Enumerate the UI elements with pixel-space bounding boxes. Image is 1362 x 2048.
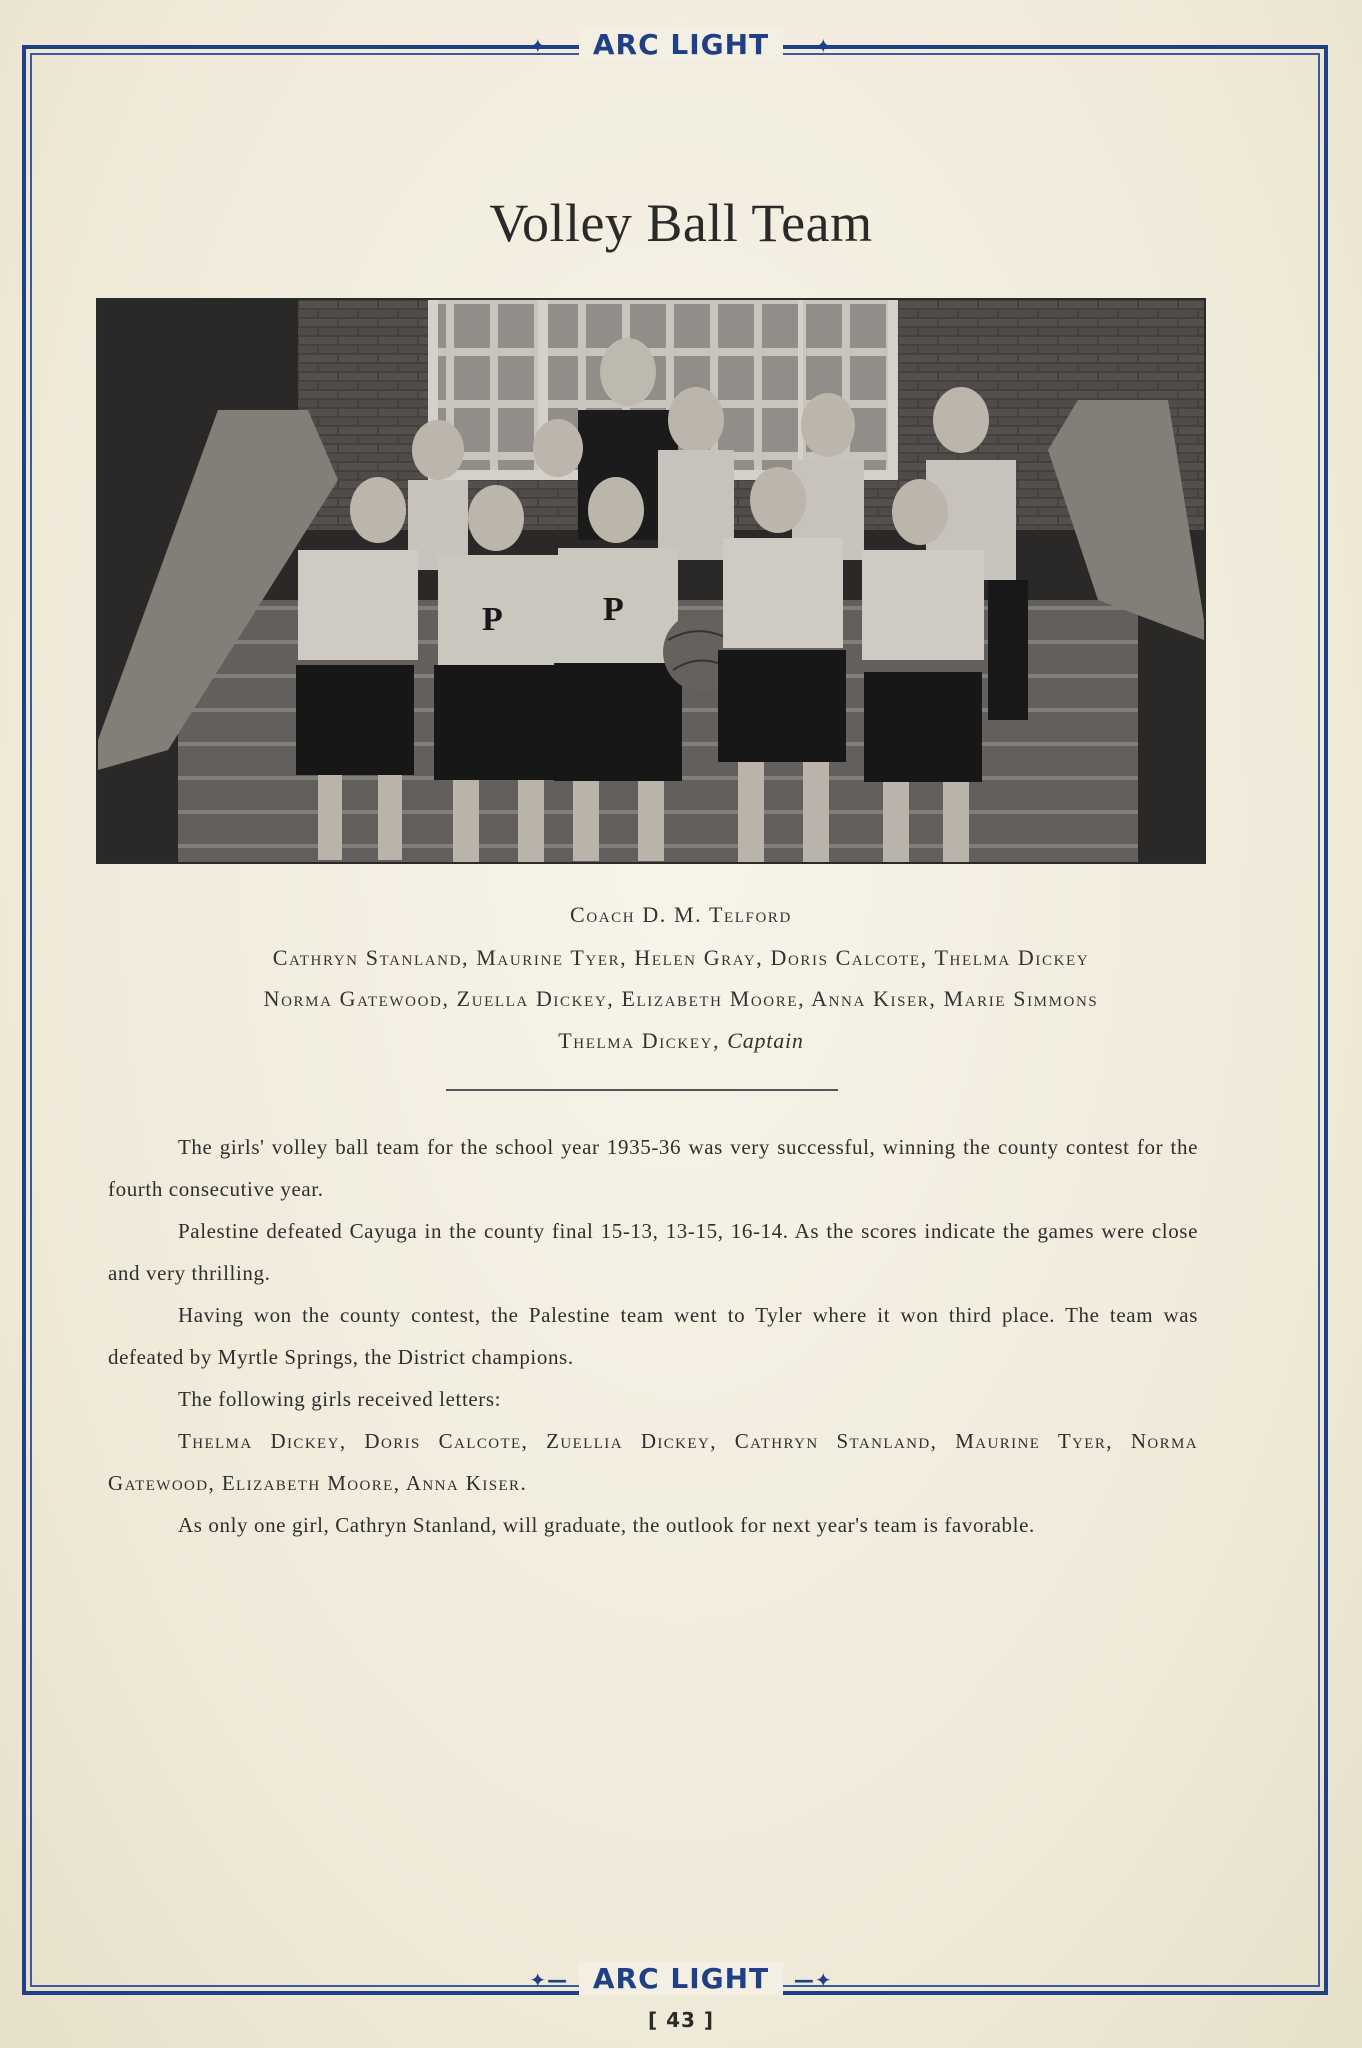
captain-role: Captain — [727, 1028, 804, 1053]
header-banner — [0, 28, 1362, 61]
footer-ornament-right-icon: —✦ — [793, 1968, 833, 1992]
footer-ornament-left-icon: ✦— — [529, 1968, 569, 1992]
paragraph-6: As only one girl, Cathryn Stanland, will graduate, the outlook for next year's team is favorable. — [178, 1513, 1035, 1537]
caption-captain — [0, 1028, 1362, 1054]
section-divider — [446, 1089, 838, 1091]
paragraph-1: The girls' volley ball team for the school year 1935-36 was very successful, winning the county contest for the fourth consecutive year. — [108, 1135, 1198, 1201]
page-title: Volley Ball Team — [489, 193, 873, 253]
team-photo — [96, 298, 1206, 864]
footer-banner — [0, 1962, 1362, 1995]
caption-names-row-1: Cathryn Stanland, Maurine Tyer, Helen Gray, Doris Calcote, Thelma Dickey — [272, 945, 1090, 970]
footer-banner-text: ARC LIGHT — [579, 1962, 783, 1995]
svg-text:P: P — [603, 591, 624, 628]
paragraph-2: Palestine defeated Cayuga in the county final 15-13, 13-15, 16-14. As the scores indicate the games were close and very thrilling. — [108, 1219, 1198, 1285]
captain-name: Thelma Dickey, — [558, 1028, 728, 1053]
ornament-left-icon: ✦— — [529, 34, 569, 58]
header-banner-text: ARC LIGHT — [579, 28, 783, 61]
article-body — [108, 1126, 1198, 1546]
page-number: [ 43 ] — [647, 2008, 715, 2032]
svg-text:P: P — [482, 601, 503, 638]
caption-coach: Coach D. M. Telford — [570, 902, 792, 927]
paragraph-letter-recipients: Thelma Dickey, Doris Calcote, Zuellia Dickey, Cathryn Stanland, Maurine Tyer, Norma Gatewood, Elizabeth Moore, Anna Kiser. — [108, 1429, 1198, 1495]
ornament-right-icon: —✦ — [793, 34, 833, 58]
caption-names-row-2: Norma Gatewood, Zuella Dickey, Elizabeth Moore, Anna Kiser, Marie Simmons — [263, 986, 1099, 1011]
paragraph-3: Having won the county contest, the Palestine team went to Tyler where it won third place. The team was defeated by Myrtle Springs, the District champions. — [108, 1303, 1198, 1369]
team-photo-illustration — [98, 300, 1204, 862]
paragraph-4: The following girls received letters: — [178, 1387, 502, 1411]
